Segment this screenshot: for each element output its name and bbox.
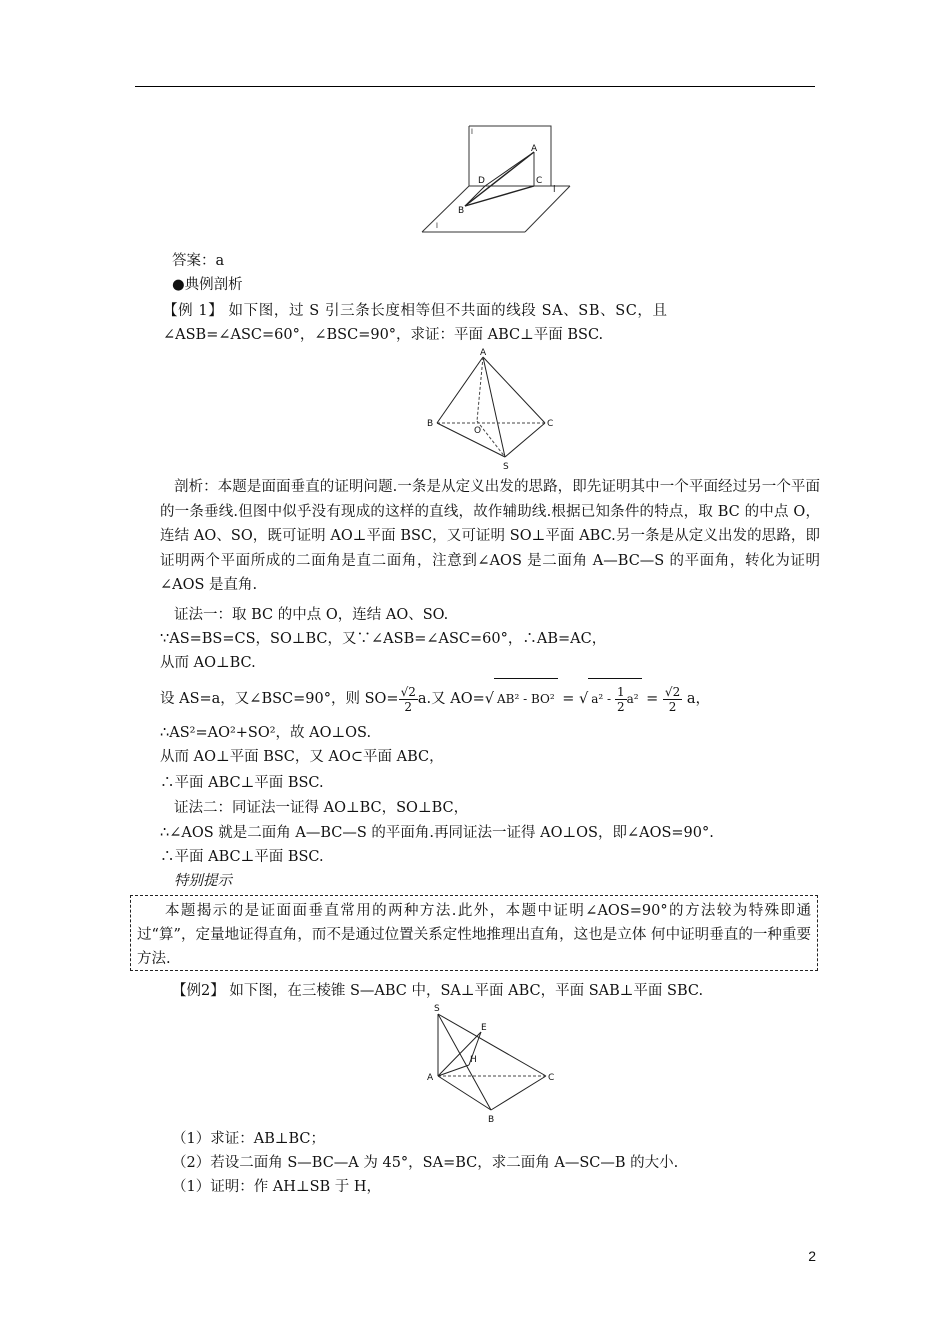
proof2-line1: 证法二：同证法一证得 AO⊥BC，SO⊥BC， <box>174 800 469 816</box>
fig3-label-e: E <box>481 1023 487 1033</box>
figure-perpendicular-planes <box>420 124 580 239</box>
proof1-line3: 设 AS=a，又∠BSC=90°，则 SO= $\frac{√2}{2}$ a.又 AO=√ AB² - BO² = √ a² - $\frac{1}{2}$ a² = $\frac{√2}{2}$ a， <box>160 678 820 718</box>
fig3-label-c: C <box>548 1073 555 1083</box>
fig3-label-b: B <box>488 1115 495 1125</box>
fig2-label-s: S <box>503 462 509 472</box>
proof1-title: 证法一：取 BC 的中点 O，连结 AO、SO. <box>174 607 449 623</box>
fig3-label-a: A <box>427 1073 434 1083</box>
figure-tetrahedron <box>425 345 560 473</box>
tip-text: 本题揭示的是证面面垂直常用的两种方法.此外，本题中证明∠AOS=90°的方法较为特殊即通过“算”，定量地证得直角，而不是通过位置关系定性地推理出直角，这也是立体 何中证明垂直的一种重要方法. <box>137 903 811 967</box>
fig2-label-c: C <box>547 419 554 429</box>
half-fraction <box>615 685 627 714</box>
fig2-label-a: A <box>480 348 487 358</box>
example1-line2: ∠ASB=∠ASC=60°，∠BSC=90°，求证：平面 ABC⊥平面 BSC. <box>163 327 604 343</box>
fig2-label-b: B <box>427 419 434 429</box>
tip-title: 特别提示 <box>174 873 232 889</box>
proof1-line3-text-f: a， <box>686 691 710 707</box>
sqrt2-over-2-fraction <box>399 685 418 714</box>
example2-proof: （1）证明：作 AH⊥SB 于 H， <box>172 1179 382 1195</box>
page-number: 2 <box>808 1248 816 1264</box>
proof1-line5: 从而 AO⊥平面 BSC，又 AO⊂平面 ABC， <box>160 749 444 765</box>
proof2-line3: ∴平面 ABC⊥平面 BSC. <box>160 849 324 865</box>
fig1-label-l-line: l <box>553 185 556 195</box>
result-fraction <box>663 685 682 714</box>
proof1-line2: 从而 AO⊥BC. <box>160 655 256 671</box>
example1-analysis: 剖析：本题是面面垂直的证明问题.一条是从定义出发的思路，即先证明其中一个平面经过另一个平面的一条垂线.但图中似乎没有现成的这样的直线，故作辅助线.根据已知条件的特点，取 BC 的中点 O，连结 AO、SO，既可证明 AO⊥平面 BSC，又可证明 SO⊥平面 ABC.另一条是从定义出发的思路，即证明两个平面所成的二面角是直二面角，注意到∠AOS 是二面角 A—BC—S 的平面角，转化为证明∠AOS 是直角. <box>160 479 820 593</box>
example2-q1: （1）求证：AB⊥BC； <box>172 1131 326 1147</box>
proof1-line4: ∴AS²=AO²+SO²，故 AO⊥OS. <box>160 725 372 741</box>
fig1-label-a: A <box>531 144 538 154</box>
radicand-a-squared-tail: a² <box>626 692 639 706</box>
result-denominator: 2 <box>668 699 677 714</box>
answer: 答案：a <box>172 253 225 269</box>
figure-triangular-pyramid <box>425 1000 560 1128</box>
fig1-label-b: B <box>458 206 465 216</box>
radicand-a-half-a <box>588 678 641 719</box>
radicand-ab-bo: AB² - BO² <box>494 678 558 719</box>
fraction-denominator: 2 <box>404 699 413 714</box>
header-rule <box>135 86 815 87</box>
result-numerator: √2 <box>664 684 681 699</box>
example2-line1: 【例2】 如下图，在三棱锥 S—ABC 中，SA⊥平面 ABC，平面 SAB⊥平面 SBC. <box>172 983 704 999</box>
proof1-line3-text-b: a.又 AO= <box>417 691 485 707</box>
proof1-line6: ∴平面 ABC⊥平面 BSC. <box>160 775 324 791</box>
tip-box <box>130 895 818 971</box>
fraction-numerator: √2 <box>400 684 416 699</box>
half-numerator: 1 <box>616 685 625 699</box>
fig3-label-s: S <box>434 1004 440 1014</box>
fig2-label-o: O <box>474 426 482 436</box>
proof2-line2: ∴∠AOS 就是二面角 A—BC—S 的平面角.再同证法一证得 AO⊥OS，即∠AOS=90°. <box>160 825 714 841</box>
half-denominator: 2 <box>616 700 625 714</box>
proof1-line3-text-a: 设 AS=a，又∠BSC=90°，则 SO= <box>160 691 399 707</box>
example1-line1: 【例 1】 如下图，过 S 引三条长度相等但不共面的线段 SA、SB、SC，且 <box>163 303 668 319</box>
example2-q2: （2）若设二面角 S—BC—A 为 45°，SA=BC，求二面角 A—SC—B 的大小. <box>172 1155 679 1171</box>
fig1-label-l-plane-bottom: l <box>436 222 438 230</box>
fig1-label-l-plane-top: l <box>471 128 473 136</box>
fig1-label-c: C <box>536 176 543 186</box>
proof1-line1: ∵AS=BS=CS，SO⊥BC，又∵∠ASB=∠ASC=60°，∴AB=AC， <box>160 631 607 647</box>
section-title: ●典例剖析 <box>172 277 243 293</box>
fig3-label-h: H <box>470 1055 477 1065</box>
fig1-label-d: D <box>478 176 485 186</box>
radicand-a-squared: a² - <box>591 692 612 706</box>
